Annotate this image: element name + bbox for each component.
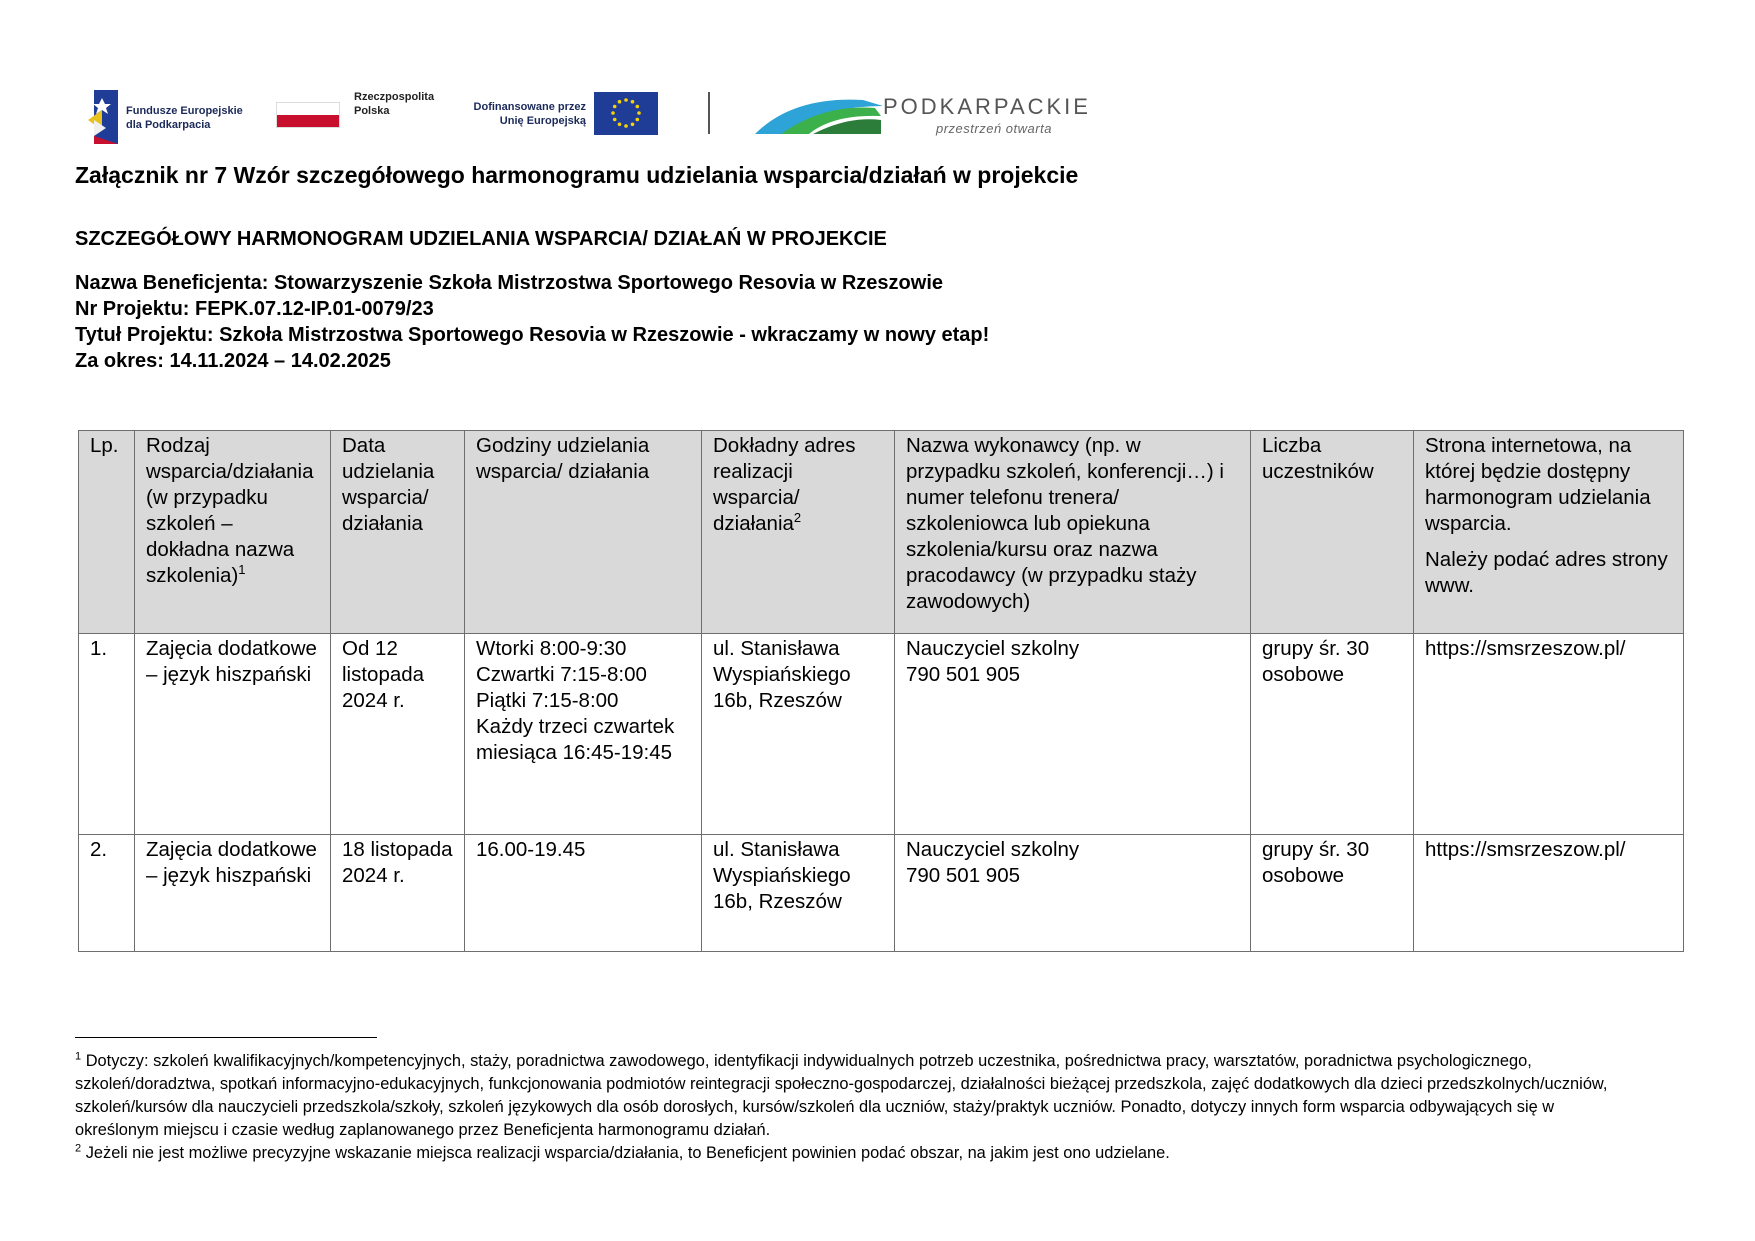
main-title: SZCZEGÓŁOWY HARMONOGRAM UDZIELANIA WSPARCIA/ DZIAŁAŃ W PROJEKCIE — [75, 228, 887, 250]
table-row — [79, 634, 1684, 835]
podkarpackie-wordmark: PODKARPACKIE — [883, 94, 1091, 119]
row-date: Od 12 listopada 2024 r. — [331, 634, 465, 835]
row-hours: 16.00-19.45 — [465, 835, 702, 952]
row-hours: Wtorki 8:00-9:30 Czwartki 7:15-8:00 Piątki 7:15-8:00 Każdy trzeci czwartek miesiąca 16:45-19:45 — [465, 634, 702, 835]
header-type: Rodzaj wsparcia/działania (w przypadku szkoleń – dokładna nazwa szkolenia)$^1$ — [135, 431, 331, 634]
podkarpackie-tagline: przestrzeń otwarta — [936, 121, 1052, 136]
row-website[interactable]: https://smsrzeszow.pl/ — [1414, 634, 1684, 835]
row-address: ul. Stanisława Wyspiańskiego 16b, Rzeszów — [702, 634, 895, 835]
footnote-2: $^2$ Jeżeli nie jest możliwe precyzyjne wskazanie miejsca realizacji wsparcia/działania, to Beneficjent powinien podać obszar, na jakim jest ono udzielane. — [75, 1142, 1170, 1162]
attachment-title: Załącznik nr 7 Wzór szczegółowego harmonogramu udzielania wsparcia/działań w projekcie — [75, 162, 1079, 188]
beneficiary-line: Nazwa Beneficjenta: Stowarzyszenie Szkoła Mistrzostwa Sportowego Resovia w Rzeszowie — [75, 272, 944, 294]
row-date: 18 listopada 2024 r. — [331, 835, 465, 952]
header-participants: Liczba uczestników — [1251, 431, 1414, 634]
row-type: Zajęcia dodatkowe – język hiszpański — [135, 634, 331, 835]
footnote-divider — [75, 1037, 377, 1038]
footnote-1: $^1$ Dotyczy: szkoleń kwalifikacyjnych/kompetencyjnych, staży, poradnictwa zawodowego, identyfikacji indywidualnych potrzeb uczestnika, pośrednictwa pracy, warsztatów, poradnictwa psychologicznego, szkoleń/doradztwa, spotkań informacyjno-edukacyjnych, funkcjonowania podmiotów reintegracji społeczno-gospodarczej, działalności bieżącej przedszkola, zajęć dodatkowych dla dzieci przedszkolnych/uczniów, szkoleń/kursów dla nauczycieli przedszkola/szkoły, szkoleń językowych dla osób dorosłych, kursów/szkoleń dla uczniów, staży/praktyk uczniów. Ponadto, dotyczy innych form wsparcia odbywających się w określonym miejscu i czasie według zaplanowanego przez Beneficjenta harmonogramu działań. — [75, 1050, 1608, 1139]
project-number-line: Nr Projektu: FEPK.07.12-IP.01-0079/23 — [75, 298, 434, 320]
header-date: Data udzielania wsparcia/ działania — [331, 431, 465, 634]
row-contractor: Nauczyciel szkolny 790 501 905 — [895, 835, 1251, 952]
header-website: Strona internetowa, na której będzie dostępny harmonogram udzielania wsparcia. Należy podać adres strony www. — [1414, 431, 1684, 634]
rp-logo-text: Rzeczpospolita Polska — [354, 91, 435, 117]
ue-logo-text: Dofinansowane przez Unię Europejską — [473, 101, 586, 127]
row-participants: grupy śr. 30 osobowe — [1251, 835, 1414, 952]
table-header-row — [79, 431, 1684, 634]
row-lp: 2. — [79, 835, 135, 952]
polish-flag-icon — [276, 102, 340, 128]
logo-separator — [708, 92, 710, 134]
eu-cofinancing-logo — [466, 90, 666, 146]
table-row — [79, 835, 1684, 952]
schedule-table — [78, 430, 1684, 952]
fundusze-europejskie-logo — [88, 90, 253, 146]
row-address: ul. Stanisława Wyspiańskiego 16b, Rzeszów — [702, 835, 895, 952]
header-address: Dokładny adres realizacji wsparcia/ działania$^2$ — [702, 431, 895, 634]
header-lp: Lp. — [79, 431, 135, 634]
header-contractor: Nazwa wykonawcy (np. w przypadku szkoleń, konferencji…) i numer telefonu trenera/ szkoleniowca lub opiekuna szkolenia/kursu oraz nazwa pracodawcy (w przypadku staży zawodowych) — [895, 431, 1251, 634]
fe-logo-text: Fundusze Europejskie dla Podkarpacia — [126, 105, 243, 131]
project-info — [75, 270, 989, 374]
row-type: Zajęcia dodatkowe – język hiszpański — [135, 835, 331, 952]
footnotes — [75, 1050, 1635, 1165]
header-hours: Godziny udzielania wsparcia/ działania — [465, 431, 702, 634]
fe-mark-icon — [88, 90, 118, 144]
project-title-line: Tytuł Projektu: Szkoła Mistrzostwa Sportowego Resovia w Rzeszowie - wkraczamy w nowy etap! — [75, 324, 990, 346]
row-participants: grupy śr. 30 osobowe — [1251, 634, 1414, 835]
logo-bar — [88, 86, 1118, 146]
podkarpackie-wave-icon — [753, 86, 883, 136]
podkarpackie-logo — [753, 86, 1123, 146]
row-contractor: Nauczyciel szkolny 790 501 905 — [895, 634, 1251, 835]
eu-flag-icon — [594, 92, 658, 135]
rzeczpospolita-logo — [276, 91, 446, 142]
row-lp: 1. — [79, 634, 135, 835]
row-website[interactable]: https://smsrzeszow.pl/ — [1414, 835, 1684, 952]
period-line: Za okres: 14.11.2024 – 14.02.2025 — [75, 350, 391, 372]
